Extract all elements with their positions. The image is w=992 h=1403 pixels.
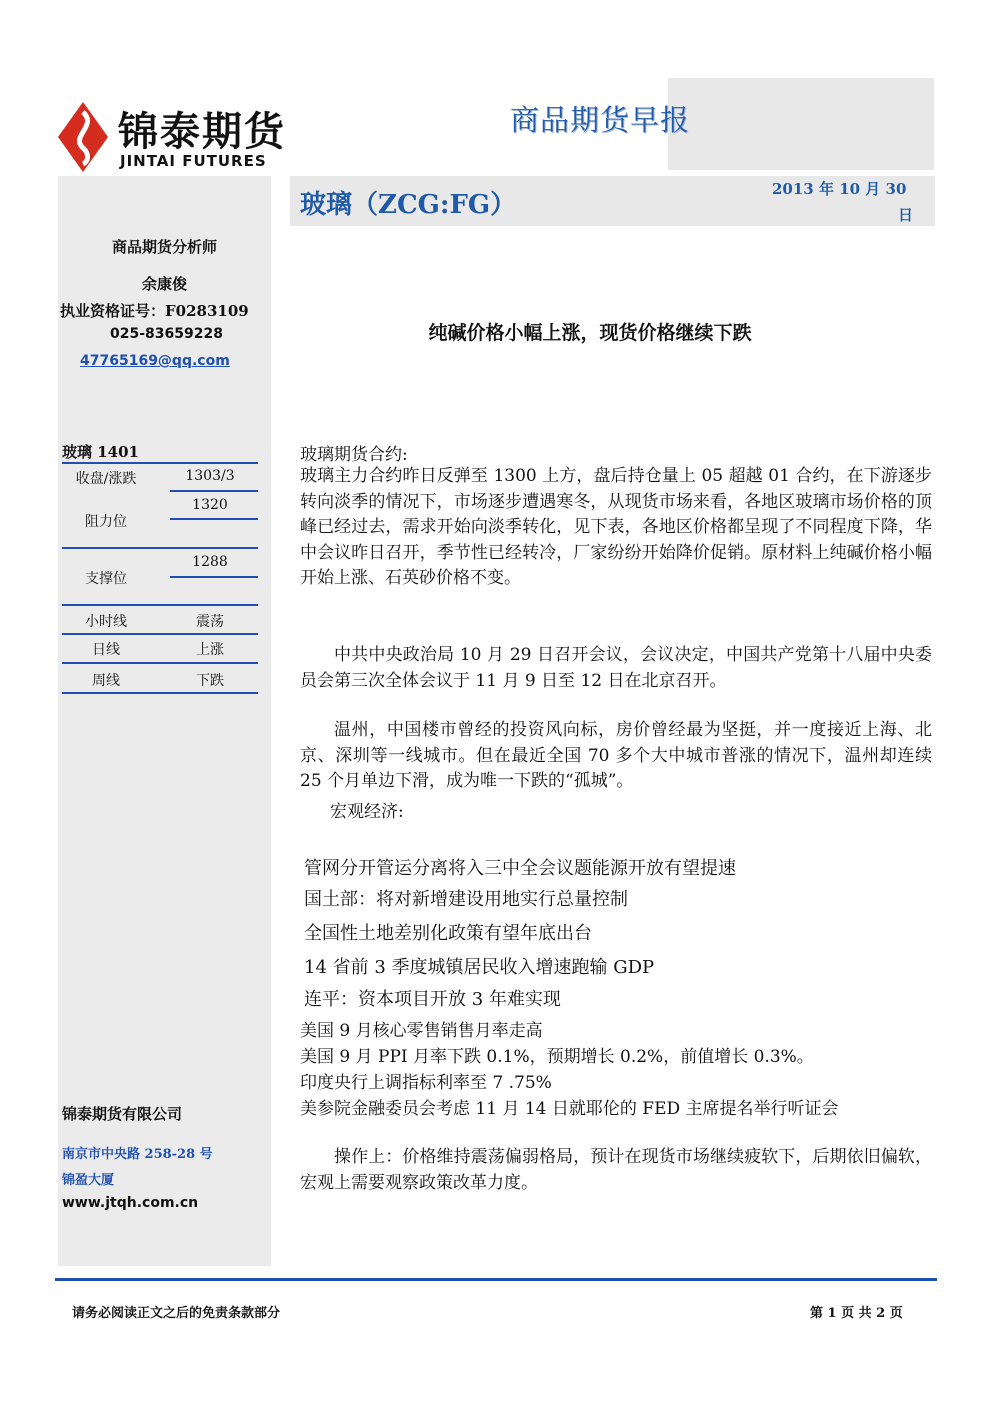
table-divider <box>170 518 258 520</box>
table-label: 周线 <box>92 673 120 689</box>
analyst-email-link[interactable]: 47765169@qq.com <box>80 353 230 369</box>
table-divider <box>62 633 258 635</box>
news-item: 美国 9 月核心零售销售月率走高 <box>300 1021 543 1041</box>
table-label: 收盘/涨跌 <box>75 471 137 487</box>
paragraph-politburo: 中共中央政治局 10 月 29 日召开会议，会议决定，中国共产党第十八届中央委员会第三次全体会议于 11 月 9 日至 12 日在北京召开。 <box>300 645 932 691</box>
news-item: 美参院金融委员会考虑 11 月 14 日就耶伦的 FED 主席提名举行听证会 <box>300 1099 839 1119</box>
company-website-link[interactable]: www.jtqh.com.cn <box>62 1195 199 1211</box>
table-value: 1288 <box>192 554 228 570</box>
table-value: 1320 <box>192 497 228 513</box>
report-title: 商品期货早报 <box>510 103 691 137</box>
report-date-suffix: 日 <box>898 206 914 224</box>
news-item: 全国性土地差别化政策有望年底出台 <box>304 923 592 944</box>
table-value: 上涨 <box>196 642 224 658</box>
section-title-macro: 宏观经济: <box>330 802 404 822</box>
table-divider <box>62 692 258 694</box>
table-divider <box>170 576 258 578</box>
company-address: 南京市中央路 258-28 号 <box>62 1147 213 1162</box>
analyst-title: 商品期货分析师 <box>111 238 217 256</box>
product-name: 玻璃（ZCG:FG） <box>300 190 517 220</box>
page-number: 第 1 页 共 2 页 <box>810 1306 903 1321</box>
table-value: 震荡 <box>196 614 224 630</box>
report-date: 2013 年 10 月 30 <box>772 180 907 198</box>
analyst-license: 执业资格证号：F0283109 <box>60 302 249 320</box>
table-label: 支撑位 <box>85 571 127 587</box>
table-divider <box>170 490 258 492</box>
table-divider <box>62 662 258 664</box>
table-divider <box>62 462 258 464</box>
news-item: 国土部：将对新增建设用地实行总量控制 <box>304 889 628 910</box>
table-label: 日线 <box>92 642 120 658</box>
logo-chinese-name: 锦泰期货 <box>118 109 286 155</box>
news-item: 印度央行上调指标利率至 7 .75% <box>300 1073 552 1093</box>
logo-english-name: JINTAI FUTURES <box>120 152 267 170</box>
table-divider <box>62 604 258 606</box>
report-title-panel <box>668 78 934 170</box>
paragraph-glass-market: 玻璃主力合约昨日反弹至 1300 上方，盘后持仓量上 05 超越 01 合约，在下游逐步转向淡季的情况下，市场逐步遭遇寒冬，从现货市场来看，各地区玻璃市场价格的顶峰已经过去，需求开始向淡季转化，见下表，各地区价格都呈现了不同程度下降，华中会议昨日召开，季节性已经转冷，厂家纷纷开始降价促销。原材料上纯碱价格小幅开始上涨、石英砂价格不变。 <box>300 466 932 588</box>
footer-rule <box>55 1278 937 1281</box>
jintai-logo-icon <box>58 102 108 172</box>
analyst-phone: 025-83659228 <box>110 326 223 342</box>
table-value: 下跌 <box>196 673 224 689</box>
table-value: 1303/3 <box>185 468 235 484</box>
paragraph-operation: 操作上：价格维持震荡偏弱格局，预计在现货市场继续疲软下，后期依旧偏软，宏观上需要观察政策改革力度。 <box>300 1147 932 1193</box>
news-item: 管网分开管运分离将入三中全会议题能源开放有望提速 <box>304 858 736 879</box>
company-building: 锦盈大厦 <box>62 1173 115 1188</box>
section-title-futures: 玻璃期货合约: <box>300 445 408 465</box>
analyst-name: 余康俊 <box>141 275 187 293</box>
company-name: 锦泰期货有限公司 <box>62 1105 183 1123</box>
news-item: 连平：资本项目开放 3 年难实现 <box>304 989 561 1010</box>
headline: 纯碱价格小幅上涨，现货价格继续下跌 <box>428 322 752 344</box>
table-label: 阻力位 <box>85 514 127 530</box>
news-item: 14 省前 3 季度城镇居民收入增速跑输 GDP <box>304 957 655 978</box>
news-item: 美国 9 月 PPI 月率下跌 0.1%，预期增长 0.2%，前值增长 0.3%。 <box>300 1047 814 1067</box>
table-divider <box>62 547 258 549</box>
paragraph-wenzhou: 温州，中国楼市曾经的投资风向标，房价曾经最为坚挺，并一度接近上海、北京、深圳等一线城市。但在最近全国 70 多个大中城市普涨的情况下，温州却连续 25 个月单边下滑，成为唯一下跌的“孤城”。 <box>300 720 932 791</box>
table-label: 小时线 <box>85 614 127 630</box>
footer-disclaimer: 请务必阅读正文之后的免责条款部分 <box>72 1306 281 1321</box>
quote-table-title: 玻璃 1401 <box>62 443 139 461</box>
